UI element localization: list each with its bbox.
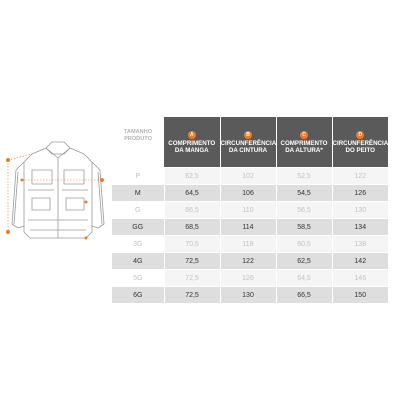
table-row <box>112 253 388 270</box>
table-row <box>112 219 388 236</box>
value-cell: 68,5 <box>164 219 220 236</box>
header-chest-circumference <box>332 117 388 168</box>
size-cell: GG <box>112 219 164 236</box>
size-cell: G <box>112 202 164 219</box>
header-sleeve-length <box>164 117 220 168</box>
value-cell: 146 <box>332 270 388 287</box>
value-cell: 130 <box>220 287 276 304</box>
size-cell: 3G <box>112 236 164 253</box>
value-cell: 102 <box>220 168 276 185</box>
value-cell: 60,5 <box>276 236 332 253</box>
value-cell: 138 <box>332 236 388 253</box>
badge-a: A <box>188 131 196 139</box>
header-label: CIRCUNFERÊNCIA DA CINTURA <box>220 139 277 154</box>
table-row <box>112 168 388 185</box>
value-cell: 130 <box>332 202 388 219</box>
size-table <box>112 117 388 303</box>
size-cell: 6G <box>112 287 164 304</box>
header-label: CIRCUNFERÊNCIA DO PEITO <box>332 139 389 154</box>
value-cell: 66,5 <box>276 287 332 304</box>
value-cell: 142 <box>332 253 388 270</box>
size-cell: 5G <box>112 270 164 287</box>
size-cell: M <box>112 185 164 202</box>
header-label: COMPRIMENTO DA MANGA <box>168 139 216 154</box>
header-height-length <box>276 117 332 168</box>
jacket-icon <box>2 140 114 260</box>
value-cell: 58,5 <box>276 219 332 236</box>
value-cell: 62,5 <box>164 168 220 185</box>
size-cell: 4G <box>112 253 164 270</box>
value-cell: 54,5 <box>276 185 332 202</box>
value-cell: 122 <box>332 168 388 185</box>
value-cell: 118 <box>220 236 276 253</box>
table-row <box>112 287 388 304</box>
value-cell: 66,5 <box>164 202 220 219</box>
value-cell: 134 <box>332 219 388 236</box>
table-row <box>112 270 388 287</box>
value-cell: 72,5 <box>164 270 220 287</box>
size-cell: P <box>112 168 164 185</box>
badge-c: C <box>300 131 308 139</box>
value-cell: 64,5 <box>276 270 332 287</box>
value-cell: 64,5 <box>164 185 220 202</box>
value-cell: 56,5 <box>276 202 332 219</box>
table-row <box>112 185 388 202</box>
header-label: COMPRIMENTO DA ALTURA* <box>280 139 328 154</box>
value-cell: 70,5 <box>164 236 220 253</box>
value-cell: 72,5 <box>164 287 220 304</box>
badge-b: B <box>244 131 252 139</box>
value-cell: 62,5 <box>276 253 332 270</box>
header-waist-circumference <box>220 117 276 168</box>
corner-label: TAMANHO PRODUTO <box>112 117 164 168</box>
value-cell: 150 <box>332 287 388 304</box>
value-cell: 122 <box>220 253 276 270</box>
table-row <box>112 202 388 219</box>
value-cell: 72,5 <box>164 253 220 270</box>
badge-d: D <box>356 131 364 139</box>
value-cell: 126 <box>220 270 276 287</box>
table-header-row <box>112 117 388 168</box>
value-cell: 106 <box>220 185 276 202</box>
value-cell: 110 <box>220 202 276 219</box>
table-row <box>112 236 388 253</box>
value-cell: 114 <box>220 219 276 236</box>
value-cell: 126 <box>332 185 388 202</box>
value-cell: 52,5 <box>276 168 332 185</box>
